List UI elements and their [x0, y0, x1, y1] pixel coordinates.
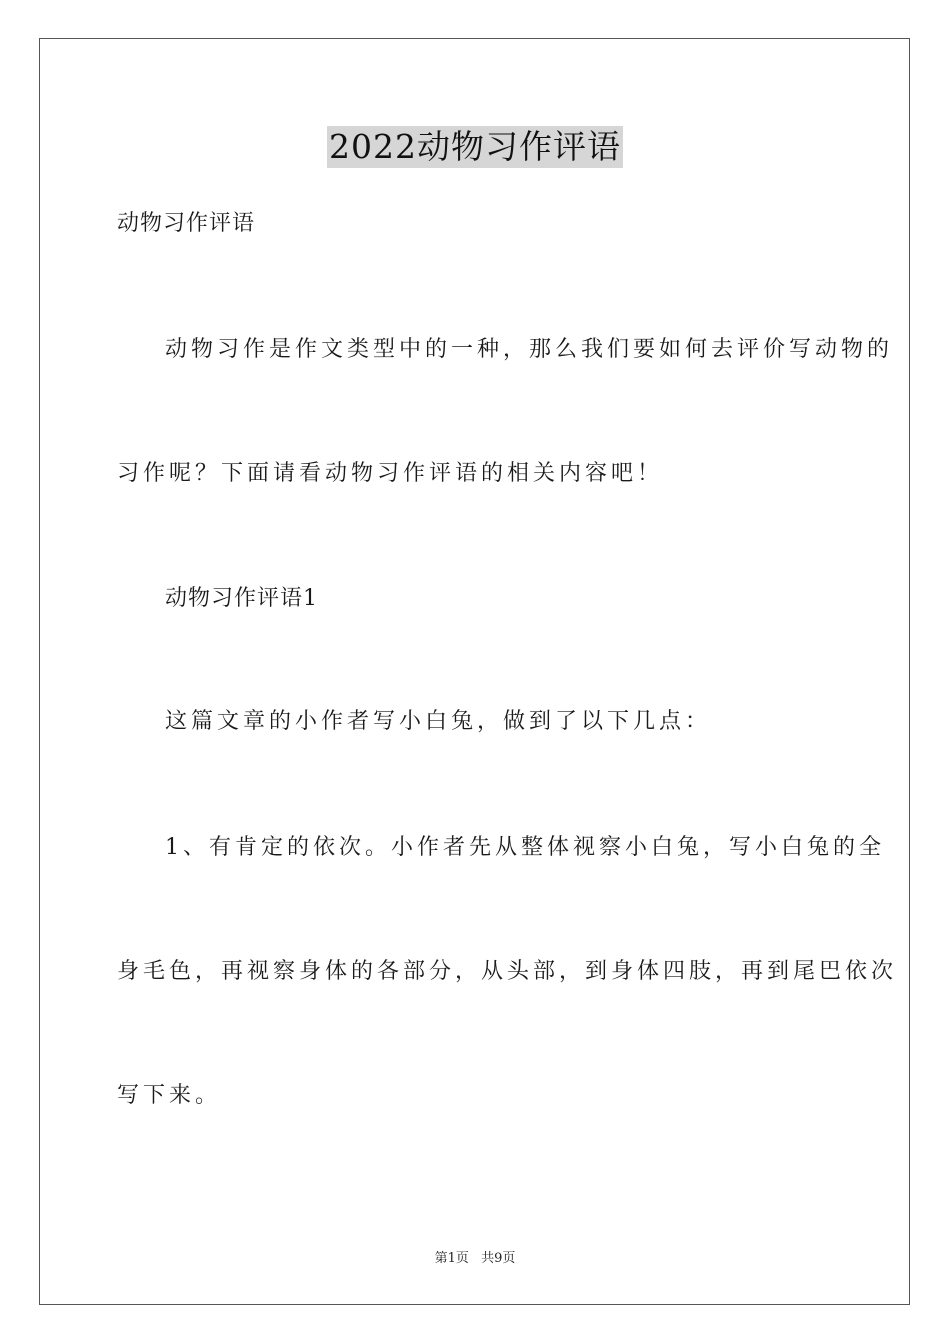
- paragraph-line: 1、有肯定的依次。小作者先从整体视察小白兔，写小白兔的全: [165, 835, 885, 860]
- page-number-total: 共9页: [481, 1251, 516, 1266]
- paragraph-line: 这篇文章的小作者写小白兔，做到了以下几点：: [165, 709, 712, 734]
- page-footer: [0, 1247, 950, 1266]
- paragraph-line: 动物习作是作文类型中的一种，那么我们要如何去评价写动物的: [165, 337, 894, 362]
- page-number-current: 第1页: [434, 1251, 469, 1266]
- paragraph-line: 写下来。: [117, 1083, 222, 1108]
- paragraph-line: 习作呢？下面请看动物习作评语的相关内容吧！: [117, 461, 664, 486]
- title-container: [0, 126, 950, 168]
- subtitle-line: 动物习作评语: [117, 211, 256, 236]
- section-heading: 动物习作评语1: [165, 586, 318, 611]
- paragraph-line: 身毛色，再视察身体的各部分，从头部，到身体四肢，再到尾巴依次: [117, 959, 898, 984]
- document-title: 2022动物习作评语: [329, 127, 621, 166]
